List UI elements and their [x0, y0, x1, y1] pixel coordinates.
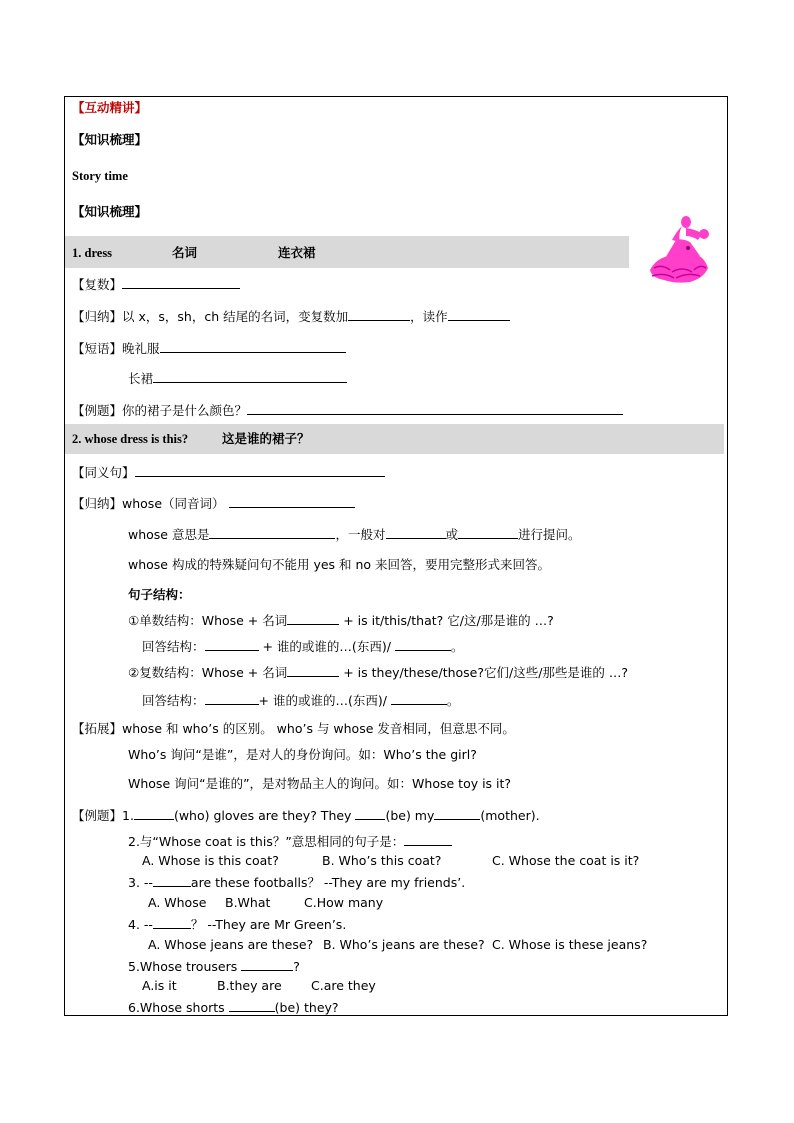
single-answer-blank-1[interactable] — [205, 638, 259, 651]
q1-number: 1. — [122, 808, 134, 823]
q2-row — [128, 833, 452, 850]
q3-row — [128, 874, 465, 891]
extend-label: 【拓展】 — [72, 721, 123, 736]
meaning-b: ，一般对 — [335, 527, 386, 542]
q6-text-b: (be) they? — [274, 1000, 339, 1015]
example-1-blank[interactable] — [247, 402, 623, 415]
knowledge-heading-2: 【知识梳理】 — [72, 204, 148, 219]
section-1-band — [65, 236, 629, 268]
synonym-row — [72, 464, 385, 481]
homophone-text: whose（同音词） — [122, 496, 225, 511]
pink-dress-icon — [642, 212, 714, 286]
q3-option-a[interactable]: A. Whose — [148, 895, 207, 910]
q4-option-c[interactable]: C. Whose is these jeans? — [492, 937, 648, 952]
extend-row-1 — [72, 721, 515, 737]
example-row-1 — [72, 402, 623, 419]
single-answer — [142, 638, 463, 655]
plural-label: 【复数】 — [72, 277, 123, 292]
q4-blank[interactable] — [153, 916, 191, 929]
single-answer-b: + 谁的或谁的…(东西)/ — [258, 639, 395, 654]
q3-option-c[interactable]: C.How many — [304, 895, 384, 910]
q4-text-a: 4. -- — [128, 917, 153, 932]
q4-option-b[interactable]: B. Who’s jeans are these? — [323, 937, 485, 952]
summary-2-row — [72, 495, 355, 512]
section-1-meaning: 连衣裙 — [278, 245, 316, 260]
single-noun-blank[interactable] — [287, 612, 339, 625]
extend-text-1: whose 和 who’s 的区别。 who’s 与 whose 发音相同，但意思不同。 — [122, 721, 515, 736]
summary-label: 【归纳】 — [72, 309, 123, 324]
q3-text-a: 3. -- — [128, 875, 153, 890]
synonym-blank[interactable] — [135, 464, 385, 477]
q6-blank[interactable] — [229, 999, 275, 1012]
q6-text-a: 6.Whose shorts — [128, 1000, 229, 1015]
summary-2-label: 【归纳】 — [72, 496, 123, 511]
whose-note: whose 构成的特殊疑问句不能用 yes 和 no 来回答，要用完整形式来回答。 — [128, 557, 551, 572]
q1-blank-1[interactable] — [134, 807, 174, 820]
section-2-title-cn: 这是谁的裙子？ — [222, 431, 310, 446]
section-1-word: 1. dress — [72, 246, 113, 260]
extend-text-2: Who’s 询问“是谁”，是对人的身份询问。如：Who’s the girl? — [128, 747, 477, 762]
plural-structure-b: + is they/these/those?它们/这些/那些是谁的 …? — [339, 665, 629, 680]
phrase-row-1 — [72, 340, 346, 357]
phrase-2-blank[interactable] — [153, 370, 347, 383]
section-heading-interactive: 【互动精讲】 — [72, 100, 148, 115]
summary-text-b: ，读作 — [410, 309, 448, 324]
meaning-d: 进行提问。 — [518, 527, 581, 542]
suffix-blank[interactable] — [348, 308, 410, 321]
single-structure-a: ①单数结构：Whose + 名词 — [128, 613, 288, 628]
single-answer-a: 回答结构： — [142, 639, 205, 654]
example-label-2: 【例题】 — [72, 808, 123, 823]
plural-structure-a: ②复数结构：Whose + 名词 — [128, 665, 288, 680]
phrase-1: 晚礼服 — [122, 341, 160, 356]
q1-text-b: (who) gloves are they? They — [173, 808, 356, 823]
q5-row — [128, 958, 300, 975]
homophone-blank[interactable] — [229, 495, 355, 508]
structure-title: 句子结构： — [128, 587, 191, 602]
q5-blank[interactable] — [241, 958, 293, 971]
q1-text-d: (mother). — [480, 808, 540, 823]
section-2-title-en: 2. whose dress is this? — [72, 432, 189, 446]
extend-text-3: Whose 询问“是谁的”，是对物品主人的询问。如：Whose toy is it? — [128, 776, 512, 791]
q2-text: 2.与“Whose coat is this？”意思相同的句子是： — [128, 834, 405, 849]
q2-option-b[interactable]: B. Who’s this coat? — [322, 853, 442, 868]
q5-text-a: 5.Whose trousers — [128, 959, 242, 974]
q3-option-b[interactable]: B.What — [225, 895, 271, 910]
q2-option-a[interactable]: A. Whose is this coat? — [142, 853, 279, 868]
plural-answer-blank-2[interactable] — [391, 692, 447, 705]
q4-row — [128, 916, 346, 933]
q3-blank[interactable] — [153, 874, 191, 887]
meaning-row — [128, 526, 581, 543]
q5-option-c[interactable]: C.are they — [311, 978, 376, 993]
example-label-1: 【例题】 — [72, 403, 123, 418]
plural-row — [72, 276, 240, 293]
plural-answer-a: 回答结构： — [142, 693, 205, 708]
q2-option-c[interactable]: C. Whose the coat is it? — [492, 853, 640, 868]
q1-row — [72, 807, 540, 824]
plural-answer-b: + 谁的或谁的…(东西)/ — [258, 693, 391, 708]
phrase-label: 【短语】 — [72, 341, 123, 356]
meaning-blank-3[interactable] — [458, 526, 518, 539]
single-answer-c: 。 — [450, 639, 464, 654]
phrase-2: 长裙 — [128, 371, 154, 386]
pronunciation-blank[interactable] — [448, 308, 510, 321]
q4-text-b: ？ --They are Mr Green’s. — [190, 917, 347, 932]
q3-text-b: are these footballs？ --They are my friends’. — [190, 875, 466, 890]
plural-answer-c: 。 — [446, 693, 460, 708]
q5-option-a[interactable]: A.is it — [142, 978, 177, 993]
single-structure — [128, 612, 554, 629]
knowledge-heading-1: 【知识梳理】 — [72, 132, 148, 147]
example-text-1: 你的裙子是什么颜色？ — [122, 403, 248, 418]
meaning-blank-1[interactable] — [209, 526, 335, 539]
q5-text-b: ? — [293, 959, 300, 974]
plural-answer-blank-1[interactable] — [205, 692, 259, 705]
section-1-pos: 名词 — [172, 245, 198, 260]
q4-option-a[interactable]: A. Whose jeans are these? — [148, 937, 314, 952]
plural-noun-blank[interactable] — [287, 664, 339, 677]
q1-blank-3[interactable] — [434, 807, 480, 820]
phrase-row-2 — [128, 370, 347, 387]
single-structure-b: + is it/this/that? 它/这/那是谁的 …? — [339, 613, 554, 628]
q1-blank-2[interactable] — [355, 807, 385, 820]
phrase-1-blank[interactable] — [160, 340, 346, 353]
meaning-a: whose 意思是 — [128, 527, 210, 542]
summary-row — [72, 308, 510, 325]
q6-row — [128, 999, 339, 1016]
story-time-heading: Story time — [72, 169, 128, 183]
q5-option-b[interactable]: B.they are — [217, 978, 282, 993]
summary-text-a: 以 x，s，sh，ch 结尾的名词，变复数加 — [122, 309, 349, 324]
q1-text-c: (be) my — [385, 808, 435, 823]
plural-blank[interactable] — [122, 276, 240, 289]
meaning-c: 或 — [445, 527, 459, 542]
plural-structure — [128, 664, 628, 681]
single-answer-blank-2[interactable] — [395, 638, 451, 651]
synonym-label: 【同义句】 — [72, 465, 135, 480]
q2-blank[interactable] — [404, 833, 452, 846]
plural-answer — [142, 692, 459, 709]
meaning-blank-2[interactable] — [386, 526, 446, 539]
